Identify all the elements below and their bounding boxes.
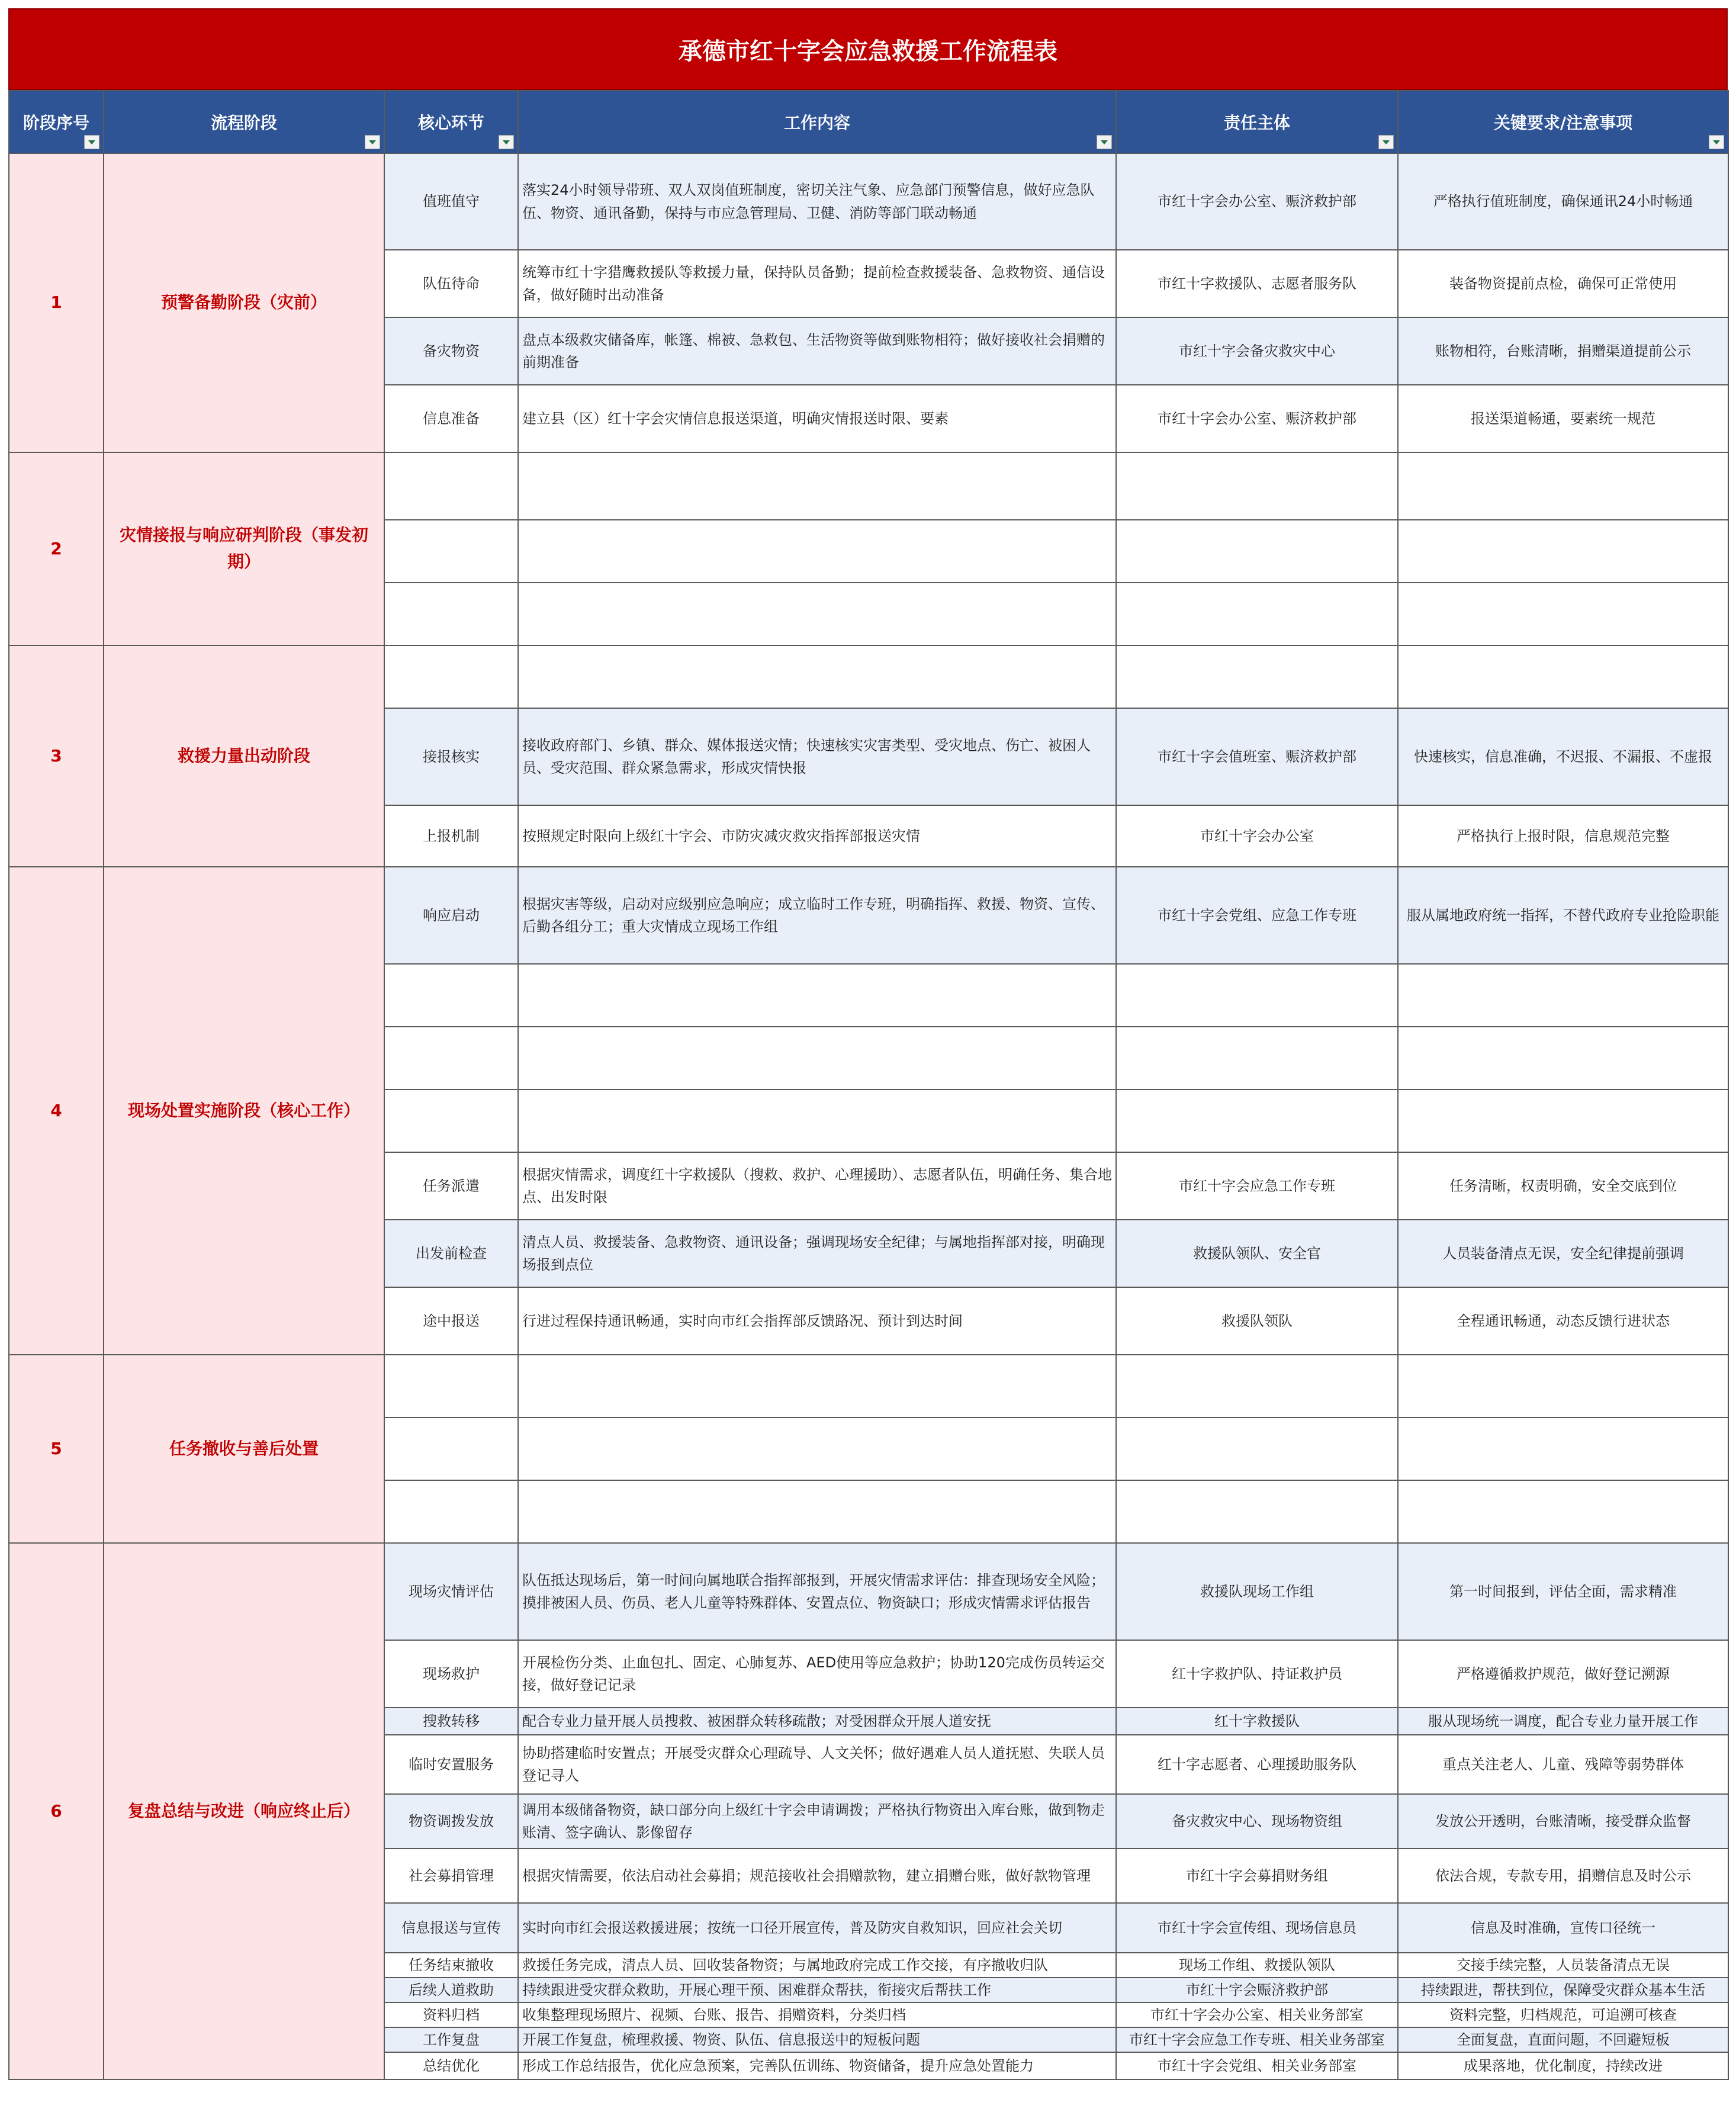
requirement-cell[interactable]: 交接手续完整，人员装备清点无误 bbox=[1398, 1953, 1728, 1978]
table-row bbox=[9, 153, 1728, 250]
work-content-cell[interactable]: 配合专业力量开展人员搜救、被困群众转移疏散；对受困群众开展人道安抚 bbox=[518, 1708, 1116, 1735]
work-content-cell[interactable] bbox=[518, 1417, 1116, 1480]
work-content-cell[interactable]: 调用本级储备物资，缺口部分向上级红十字会申请调拨；严格执行物资出入库台账，做到物走账清、签字确认、影像留存 bbox=[518, 1794, 1116, 1849]
work-content-cell[interactable]: 接收政府部门、乡镇、群众、媒体报送灾情；快速核实灾害类型、受灾地点、伤亡、被困人员、受灾范围、群众紧急需求，形成灾情快报 bbox=[518, 708, 1116, 805]
work-content-cell[interactable]: 建立县（区）红十字会灾情信息报送渠道，明确灾情报送时限、要素 bbox=[518, 385, 1116, 452]
table-row bbox=[9, 1543, 1728, 1640]
requirement-cell[interactable] bbox=[1398, 583, 1728, 645]
work-content-cell[interactable] bbox=[518, 452, 1116, 520]
work-content-cell[interactable] bbox=[518, 1355, 1116, 1417]
responsible-cell[interactable]: 市红十字会办公室、赈济救护部 bbox=[1116, 153, 1398, 250]
core-node-cell[interactable]: 现场救护 bbox=[384, 1640, 518, 1708]
requirement-cell[interactable]: 发放公开透明，台账清晰，接受群众监督 bbox=[1398, 1794, 1728, 1849]
responsible-cell[interactable] bbox=[1116, 520, 1398, 583]
core-node-cell[interactable] bbox=[384, 452, 518, 520]
core-node-cell[interactable]: 信息报送与宣传 bbox=[384, 1903, 518, 1953]
core-node-cell[interactable]: 临时安置服务 bbox=[384, 1735, 518, 1794]
core-node-cell[interactable]: 任务派遣 bbox=[384, 1152, 518, 1220]
core-node-cell[interactable]: 搜救转移 bbox=[384, 1708, 518, 1735]
responsible-cell[interactable]: 红十字志愿者、心理援助服务队 bbox=[1116, 1735, 1398, 1794]
work-content-cell[interactable]: 盘点本级救灾储备库，帐篷、棉被、急救包、生活物资等做到账物相符；做好接收社会捐赠的前期准备 bbox=[518, 317, 1116, 385]
sheet-title: 承德市红十字会应急救援工作流程表 bbox=[8, 8, 1728, 90]
spreadsheet bbox=[8, 8, 1728, 2080]
work-content-cell[interactable]: 救援任务完成，清点人员、回收装备物资；与属地政府完成工作交接，有序撤收归队 bbox=[518, 1953, 1116, 1978]
core-node-cell[interactable] bbox=[384, 1027, 518, 1089]
core-node-cell[interactable]: 队伍待命 bbox=[384, 250, 518, 317]
core-node-cell[interactable] bbox=[384, 1089, 518, 1152]
stage-number-cell[interactable]: 1 bbox=[9, 153, 104, 452]
requirement-cell[interactable] bbox=[1398, 1089, 1728, 1152]
responsible-cell[interactable]: 救援队领队 bbox=[1116, 1287, 1398, 1355]
work-content-cell[interactable]: 队伍抵达现场后，第一时间向属地联合指挥部报到，开展灾情需求评估：排查现场安全风险；摸排被困人员、伤员、老人儿童等特殊群体、安置点位、物资缺口；形成灾情需求评估报告 bbox=[518, 1543, 1116, 1640]
header-requirements: 关键要求/注意事项 bbox=[1398, 91, 1728, 153]
responsible-cell[interactable] bbox=[1116, 583, 1398, 645]
responsible-cell[interactable]: 市红十字会应急工作专班 bbox=[1116, 1152, 1398, 1220]
core-node-cell[interactable]: 接报核实 bbox=[384, 708, 518, 805]
core-node-cell[interactable] bbox=[384, 583, 518, 645]
stage-name-cell[interactable]: 救援力量出动阶段 bbox=[104, 645, 384, 867]
workflow-table bbox=[8, 90, 1729, 2080]
work-content-cell[interactable]: 形成工作总结报告，优化应急预案，完善队伍训练、物资储备，提升应急处置能力 bbox=[518, 2052, 1116, 2079]
stage-number-cell[interactable]: 3 bbox=[9, 645, 104, 867]
requirement-cell[interactable] bbox=[1398, 520, 1728, 583]
header-core-node: 核心环节 bbox=[384, 91, 518, 153]
core-node-cell[interactable] bbox=[384, 520, 518, 583]
requirement-cell[interactable]: 装备物资提前点检，确保可正常使用 bbox=[1398, 250, 1728, 317]
responsible-cell[interactable]: 市红十字会赈济救护部 bbox=[1116, 1978, 1398, 2002]
work-content-cell[interactable] bbox=[518, 964, 1116, 1027]
responsible-cell[interactable]: 市红十字会办公室、相关业务部室 bbox=[1116, 2002, 1398, 2027]
responsible-cell[interactable] bbox=[1116, 1355, 1398, 1417]
requirement-cell[interactable]: 第一时间报到，评估全面，需求精准 bbox=[1398, 1543, 1728, 1640]
header-row bbox=[9, 91, 1728, 153]
core-node-cell[interactable] bbox=[384, 964, 518, 1027]
work-content-cell[interactable] bbox=[518, 645, 1116, 708]
responsible-cell[interactable]: 市红十字会备灾救灾中心 bbox=[1116, 317, 1398, 385]
requirement-cell[interactable]: 持续跟进，帮扶到位，保障受灾群众基本生活 bbox=[1398, 1978, 1728, 2002]
core-node-cell[interactable]: 出发前检查 bbox=[384, 1220, 518, 1287]
responsible-cell[interactable]: 市红十字救援队、志愿者服务队 bbox=[1116, 250, 1398, 317]
work-content-cell[interactable]: 落实24小时领导带班、双人双岗值班制度，密切关注气象、应急部门预警信息，做好应急队伍、物资、通讯备勤，保持与市应急管理局、卫健、消防等部门联动畅通 bbox=[518, 153, 1116, 250]
core-node-cell[interactable]: 资料归档 bbox=[384, 2002, 518, 2027]
header-work-content: 工作内容 bbox=[518, 91, 1116, 153]
core-node-cell[interactable]: 响应启动 bbox=[384, 867, 518, 964]
work-content-cell[interactable]: 按照规定时限向上级红十字会、市防灾减灾救灾指挥部报送灾情 bbox=[518, 805, 1116, 867]
requirement-cell[interactable]: 严格执行值班制度，确保通讯24小时畅通 bbox=[1398, 153, 1728, 250]
filter-dropdown-icon[interactable] bbox=[84, 135, 99, 149]
core-node-cell[interactable] bbox=[384, 1480, 518, 1543]
responsible-cell[interactable] bbox=[1116, 1417, 1398, 1480]
core-node-cell[interactable]: 工作复盘 bbox=[384, 2027, 518, 2052]
requirement-cell[interactable]: 报送渠道畅通，要素统一规范 bbox=[1398, 385, 1728, 452]
core-node-cell[interactable] bbox=[384, 1417, 518, 1480]
requirement-cell[interactable]: 全面复盘，直面问题，不回避短板 bbox=[1398, 2027, 1728, 2052]
filter-dropdown-icon[interactable] bbox=[1709, 135, 1724, 149]
requirement-cell[interactable]: 服从属地政府统一指挥，不替代政府专业抢险职能 bbox=[1398, 867, 1728, 964]
filter-dropdown-icon[interactable] bbox=[499, 135, 514, 149]
table-row bbox=[9, 645, 1728, 708]
responsible-cell[interactable]: 市红十字会值班室、赈济救护部 bbox=[1116, 708, 1398, 805]
requirement-cell[interactable]: 严格执行上报时限，信息规范完整 bbox=[1398, 805, 1728, 867]
responsible-cell[interactable] bbox=[1116, 1089, 1398, 1152]
filter-dropdown-icon[interactable] bbox=[1378, 135, 1394, 149]
responsible-cell[interactable]: 市红十字会宣传组、现场信息员 bbox=[1116, 1903, 1398, 1953]
responsible-cell[interactable]: 市红十字会党组、应急工作专班 bbox=[1116, 867, 1398, 964]
core-node-cell[interactable]: 上报机制 bbox=[384, 805, 518, 867]
responsible-cell[interactable]: 市红十字会募捐财务组 bbox=[1116, 1849, 1398, 1903]
requirement-cell[interactable]: 全程通讯畅通，动态反馈行进状态 bbox=[1398, 1287, 1728, 1355]
requirement-cell[interactable]: 快速核实，信息准确，不迟报、不漏报、不虚报 bbox=[1398, 708, 1728, 805]
core-node-cell[interactable]: 总结优化 bbox=[384, 2052, 518, 2079]
requirement-cell[interactable] bbox=[1398, 645, 1728, 708]
requirement-cell[interactable]: 成果落地，优化制度，持续改进 bbox=[1398, 2052, 1728, 2079]
work-content-cell[interactable]: 持续跟进受灾群众救助，开展心理干预、困难群众帮扶，衔接灾后帮扶工作 bbox=[518, 1978, 1116, 2002]
work-content-cell[interactable]: 根据灾情需求，调度红十字救援队（搜救、救护、心理援助）、志愿者队伍，明确任务、集合地点、出发时限 bbox=[518, 1152, 1116, 1220]
responsible-cell[interactable]: 市红十字会办公室 bbox=[1116, 805, 1398, 867]
table-row bbox=[9, 867, 1728, 964]
requirement-cell[interactable]: 信息及时准确，宣传口径统一 bbox=[1398, 1903, 1728, 1953]
core-node-cell[interactable]: 社会募捐管理 bbox=[384, 1849, 518, 1903]
stage-name-cell[interactable]: 任务撤收与善后处置 bbox=[104, 1355, 384, 1543]
work-content-cell[interactable]: 开展检伤分类、止血包扎、固定、心肺复苏、AED使用等应急救护；协助120完成伤员转运交接，做好登记记录 bbox=[518, 1640, 1116, 1708]
stage-name-cell[interactable]: 复盘总结与改进（响应终止后） bbox=[104, 1543, 384, 2079]
responsible-cell[interactable] bbox=[1116, 964, 1398, 1027]
core-node-cell[interactable]: 备灾物资 bbox=[384, 317, 518, 385]
stage-number-cell[interactable]: 4 bbox=[9, 867, 104, 1355]
requirement-cell[interactable]: 严格遵循救护规范，做好登记溯源 bbox=[1398, 1640, 1728, 1708]
responsible-cell[interactable] bbox=[1116, 1027, 1398, 1089]
responsible-cell[interactable] bbox=[1116, 1480, 1398, 1543]
responsible-cell[interactable]: 救援队现场工作组 bbox=[1116, 1543, 1398, 1640]
work-content-cell[interactable] bbox=[518, 520, 1116, 583]
work-content-cell[interactable]: 收集整理现场照片、视频、台账、报告、捐赠资料，分类归档 bbox=[518, 2002, 1116, 2027]
work-content-cell[interactable]: 实时向市红会报送救援进展；按统一口径开展宣传，普及防灾自救知识，回应社会关切 bbox=[518, 1903, 1116, 1953]
work-content-cell[interactable]: 协助搭建临时安置点；开展受灾群众心理疏导、人文关怀；做好遇难人员人道抚慰、失联人员登记寻人 bbox=[518, 1735, 1116, 1794]
core-node-cell[interactable]: 途中报送 bbox=[384, 1287, 518, 1355]
work-content-cell[interactable] bbox=[518, 1480, 1116, 1543]
core-node-cell[interactable]: 现场灾情评估 bbox=[384, 1543, 518, 1640]
core-node-cell[interactable]: 任务结束撤收 bbox=[384, 1953, 518, 1978]
requirement-cell[interactable]: 账物相符，台账清晰，捐赠渠道提前公示 bbox=[1398, 317, 1728, 385]
requirement-cell[interactable]: 重点关注老人、儿童、残障等弱势群体 bbox=[1398, 1735, 1728, 1794]
responsible-cell[interactable] bbox=[1116, 452, 1398, 520]
filter-dropdown-icon[interactable] bbox=[1097, 135, 1112, 149]
core-node-cell[interactable] bbox=[384, 645, 518, 708]
responsible-cell[interactable]: 市红十字会办公室、赈济救护部 bbox=[1116, 385, 1398, 452]
table-row bbox=[9, 1355, 1728, 1417]
stage-name-cell[interactable]: 灾情接报与响应研判阶段（事发初期） bbox=[104, 452, 384, 645]
requirement-cell[interactable] bbox=[1398, 452, 1728, 520]
requirement-cell[interactable] bbox=[1398, 1027, 1728, 1089]
work-content-cell[interactable]: 开展工作复盘，梳理救援、物资、队伍、信息报送中的短板问题 bbox=[518, 2027, 1116, 2052]
stage-number-cell[interactable]: 6 bbox=[9, 1543, 104, 2079]
requirement-cell[interactable] bbox=[1398, 1417, 1728, 1480]
stage-number-cell[interactable]: 2 bbox=[9, 452, 104, 645]
filter-dropdown-icon[interactable] bbox=[365, 135, 380, 149]
table-row bbox=[9, 452, 1728, 520]
responsible-cell[interactable] bbox=[1116, 645, 1398, 708]
core-node-cell[interactable]: 后续人道救助 bbox=[384, 1978, 518, 2002]
work-content-cell[interactable]: 行进过程保持通讯畅通，实时向市红会指挥部反馈路况、预计到达时间 bbox=[518, 1287, 1116, 1355]
requirement-cell[interactable]: 依法合规，专款专用，捐赠信息及时公示 bbox=[1398, 1849, 1728, 1903]
core-node-cell[interactable] bbox=[384, 1355, 518, 1417]
responsible-cell[interactable]: 备灾救灾中心、现场物资组 bbox=[1116, 1794, 1398, 1849]
work-content-cell[interactable]: 根据灾害等级，启动对应级别应急响应；成立临时工作专班，明确指挥、救援、物资、宣传、后勤各组分工；重大灾情成立现场工作组 bbox=[518, 867, 1116, 964]
core-node-cell[interactable]: 信息准备 bbox=[384, 385, 518, 452]
requirement-cell[interactable] bbox=[1398, 964, 1728, 1027]
stage-name-cell[interactable]: 预警备勤阶段（灾前） bbox=[104, 153, 384, 452]
stage-name-cell[interactable]: 现场处置实施阶段（核心工作） bbox=[104, 867, 384, 1355]
requirement-cell[interactable]: 人员装备清点无误，安全纪律提前强调 bbox=[1398, 1220, 1728, 1287]
requirement-cell[interactable]: 资料完整，归档规范，可追溯可核查 bbox=[1398, 2002, 1728, 2027]
core-node-cell[interactable]: 物资调拨发放 bbox=[384, 1794, 518, 1849]
work-content-cell[interactable]: 统筹市红十字猎鹰救援队等救援力量，保持队员备勤；提前检查救援装备、急救物资、通信设备，做好随时出动准备 bbox=[518, 250, 1116, 317]
work-content-cell[interactable]: 清点人员、救援装备、急救物资、通讯设备；强调现场安全纪律；与属地指挥部对接，明确现场报到点位 bbox=[518, 1220, 1116, 1287]
responsible-cell[interactable]: 红十字救护队、持证救护员 bbox=[1116, 1640, 1398, 1708]
responsible-cell[interactable]: 现场工作组、救援队领队 bbox=[1116, 1953, 1398, 1978]
work-content-cell[interactable] bbox=[518, 1027, 1116, 1089]
work-content-cell[interactable] bbox=[518, 583, 1116, 645]
core-node-cell[interactable]: 值班值守 bbox=[384, 153, 518, 250]
responsible-cell[interactable]: 红十字救援队 bbox=[1116, 1708, 1398, 1735]
work-content-cell[interactable] bbox=[518, 1089, 1116, 1152]
requirement-cell[interactable] bbox=[1398, 1355, 1728, 1417]
header-responsible: 责任主体 bbox=[1116, 91, 1398, 153]
responsible-cell[interactable]: 市红十字会党组、相关业务部室 bbox=[1116, 2052, 1398, 2079]
responsible-cell[interactable]: 救援队领队、安全官 bbox=[1116, 1220, 1398, 1287]
requirement-cell[interactable]: 任务清晰，权责明确，安全交底到位 bbox=[1398, 1152, 1728, 1220]
responsible-cell[interactable]: 市红十字会应急工作专班、相关业务部室 bbox=[1116, 2027, 1398, 2052]
work-content-cell[interactable]: 根据灾情需要，依法启动社会募捐；规范接收社会捐赠款物，建立捐赠台账，做好款物管理 bbox=[518, 1849, 1116, 1903]
requirement-cell[interactable] bbox=[1398, 1480, 1728, 1543]
requirement-cell[interactable]: 服从现场统一调度，配合专业力量开展工作 bbox=[1398, 1708, 1728, 1735]
header-stage-no: 阶段序号 bbox=[9, 91, 104, 153]
stage-number-cell[interactable]: 5 bbox=[9, 1355, 104, 1543]
header-stage-name: 流程阶段 bbox=[104, 91, 384, 153]
